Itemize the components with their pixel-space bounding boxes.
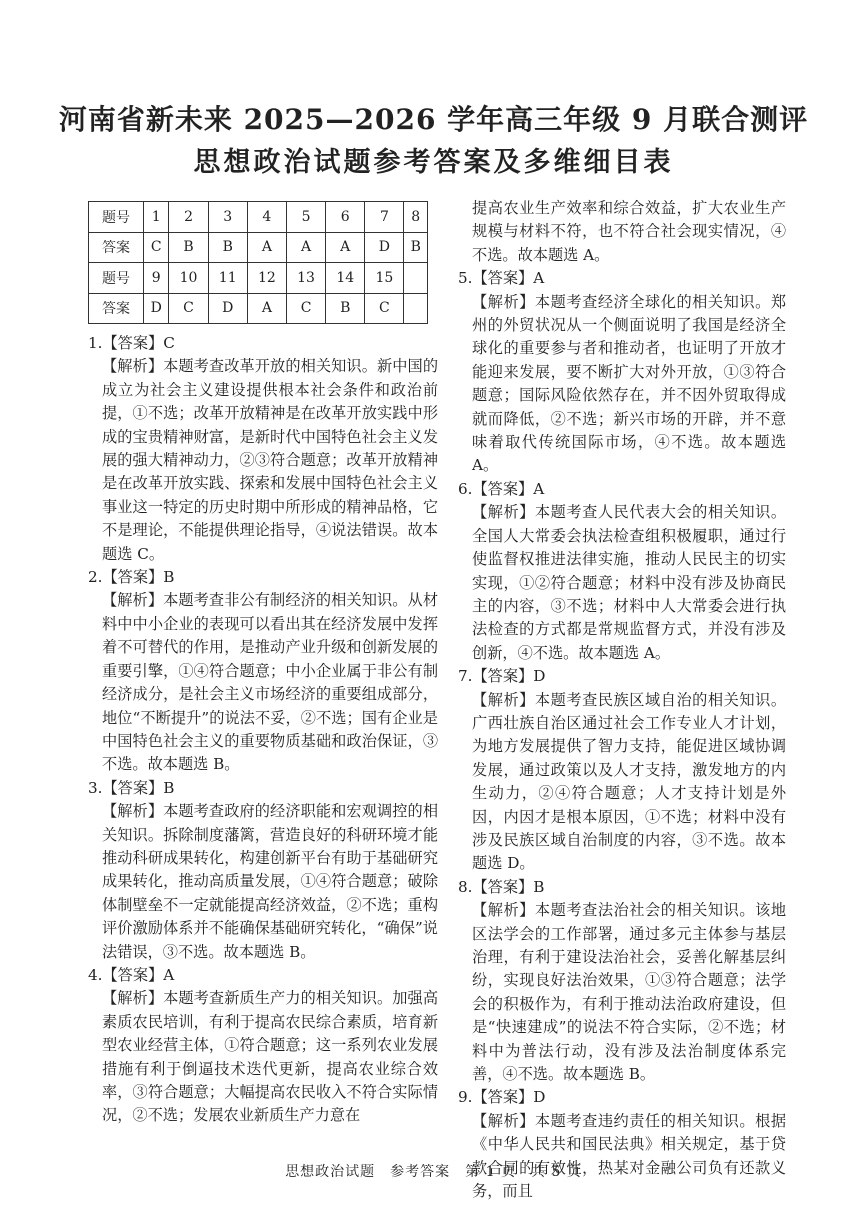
table-cell: C: [144, 232, 169, 263]
table-cell: B: [326, 293, 365, 324]
table-cell: [404, 263, 428, 294]
table-cell: B: [169, 232, 208, 263]
table-cell: 8: [404, 202, 428, 233]
analysis-text: 【解析】本题考查新质生产力的相关知识。加强高素质农民培训，有利于提高农民综合素质，培育新型农业经营主体，①符合题意；这一系列农业发展措施有利于倒逼技术迭代更新，提高农业综合效率，③符合题意；大幅提高农民收入不符合实际情况，②不选；发展农业新质生产力意在: [102, 989, 438, 1125]
table-cell: 13: [286, 263, 325, 294]
answer-label: 8.【答案】B: [458, 877, 545, 896]
table-cell: C: [169, 293, 208, 324]
answer-label: 1.【答案】C: [88, 334, 175, 352]
question-item: [458, 197, 786, 267]
table-cell: 14: [326, 263, 365, 294]
page-footer: 思想政治试题 参考答案 第 1 页 共 5 页: [285, 1164, 582, 1180]
table-cell: B: [208, 232, 247, 263]
table-row: [89, 202, 428, 233]
table-cell: C: [286, 293, 325, 324]
answer-label: 7.【答案】D: [458, 667, 546, 686]
table-cell: D: [365, 232, 404, 263]
question-item: [458, 478, 786, 665]
question-item: [88, 964, 438, 1128]
answer-label: 3.【答案】B: [88, 778, 175, 797]
right-column: [458, 197, 786, 1203]
table-cell: 1: [144, 202, 169, 233]
answer-label: 9.【答案】D: [458, 1088, 546, 1107]
analysis-text: 【解析】本题考查非公有制经济的相关知识。从材料中中小企业的表现可以看出其在经济发展中发挥着不可替代的作用，是推动产业升级和创新发展的重要引擎，①④符合题意；中小企业属于非公有制经济成分，是社会主义市场经济的重要组成部分，地位“不断提升”的说法不妥，②不选；国有企业是中国特色社会主义的重要物质基础和政治保证，③不选。故本题选 B。: [102, 591, 438, 774]
table-cell: 7: [365, 202, 404, 233]
table-cell: A: [326, 232, 365, 263]
table-cell: 题号: [89, 202, 144, 233]
table-cell: 答案: [89, 293, 144, 324]
question-item: [458, 267, 786, 478]
answer-label: 6.【答案】A: [458, 479, 545, 498]
answer-label: 5.【答案】A: [458, 269, 545, 288]
analysis-text: 【解析】本题考查改革开放的相关知识。新中国的成立为社会主义建设提供根本社会条件和政治前提，①不选；改革开放精神是在改革开放实践中形成的宝贵精神财富，是新时代中国特色社会主义发展的强大精神动力，②③符合题意；改革开放精神是在改革开放实践、探索和发展中国特色社会主义事业这一特定的历史时期中所形成的精神品格，它不是理论，不能提供理论指导，④说法错误。故本题选 C。: [102, 357, 438, 563]
analysis-text: 【解析】本题考查人民代表大会的相关知识。全国人大常委会执法检查组积极履职，通过行使监督权推进法律实施，推动人民民主的切实实现，①②符合题意；材料中没有涉及协商民主的内容，③不选；材料中人大常委会进行执法检查的方式都是常规监督方式，并没有涉及创新，④不选。故本题选 A。: [472, 503, 786, 662]
answer-table: [88, 201, 428, 324]
answer-label: 2.【答案】B: [88, 568, 175, 587]
analysis-text: 提高农业生产效率和综合效益，扩大农业生产规模与材料不符，也不符合社会现实情况，④不选。故本题选 A。: [472, 199, 786, 264]
table-cell: 4: [247, 202, 286, 233]
table-cell: [404, 293, 428, 324]
table-cell: 9: [144, 263, 169, 294]
question-item: [88, 777, 438, 964]
table-cell: A: [286, 232, 325, 263]
table-cell: 15: [365, 263, 404, 294]
table-cell: 题号: [89, 263, 144, 294]
table-cell: 5: [286, 202, 325, 233]
table-cell: B: [404, 232, 428, 263]
analysis-text: 【解析】本题考查经济全球化的相关知识。郑州的外贸状况从一个侧面说明了我国是经济全球化的重要参与者和推动者，也证明了开放才能迎来发展，要不断扩大对外开放，①③符合题意；国际风险依然存在，并不因外贸取得成就而降低，②不选；新兴市场的开辟，并不意味着取代传统国际市场，④不选。故本题选 A。: [472, 292, 786, 475]
table-row: [89, 232, 428, 263]
page-title-line2: 思想政治试题参考答案及多维细目表: [193, 147, 674, 178]
table-cell: 11: [208, 263, 247, 294]
table-cell: 3: [208, 202, 247, 233]
analysis-text: 【解析】本题考查政府的经济职能和宏观调控的相关知识。拆除制度藩篱，营造良好的科研环境才能推动科研成果转化，构建创新平台有助于基础研究成果转化，推动高质量发展，①④符合题意；破除体制壁垒不一定就能提高经济效益，②不选；重构评价激励体系并不能确保基础研究转化，“确保”说法错误，③不选。故本题选 B。: [102, 802, 438, 961]
table-cell: 6: [326, 202, 365, 233]
table-row: [89, 293, 428, 324]
question-item: [88, 332, 438, 566]
table-cell: D: [208, 293, 247, 324]
analysis-text: 【解析】本题考查违约责任的相关知识。根据《中华人民共和国民法典》相关规定，基于贷款合同的有效性，热某对金融公司负有还款义务，而且: [472, 1111, 786, 1201]
table-cell: A: [247, 232, 286, 263]
analysis-text: 【解析】本题考查民族区域自治的相关知识。广西壮族自治区通过社会工作专业人才计划，为地方发展提供了智力支持，能促进区域协调发展，通过政策以及人才支持，激发地方的内生动力，②④符合题意；人才支持计划是外因，内因才是根本原因，①不选；材料中没有涉及民族区域自治制度的内容，③不选。故本题选 D。: [472, 690, 786, 873]
table-cell: 答案: [89, 232, 144, 263]
table-row: [89, 263, 428, 294]
table-cell: D: [144, 293, 169, 324]
left-column: [88, 332, 438, 1128]
analysis-text: 【解析】本题考查法治社会的相关知识。该地区法学会的工作部署，通过多元主体参与基层治理，有利于建设法治社会，妥善化解基层纠纷，实现良好法治效果，①③符合题意；法学会的积极作为，有利于推动法治政府建设，但是“快速建成”的说法不符合实际，②不选；材料中为普法行动，没有涉及法治制度体系完善，④不选。故本题选 B。: [472, 901, 786, 1084]
question-item: [88, 566, 438, 777]
table-cell: 12: [247, 263, 286, 294]
table-cell: 2: [169, 202, 208, 233]
page-title-line1: 河南省新未来 2025—2026 学年高三年级 9 月联合测评: [58, 103, 809, 136]
table-cell: C: [365, 293, 404, 324]
question-item: [458, 876, 786, 1087]
table-cell: 10: [169, 263, 208, 294]
answer-label: 4.【答案】A: [88, 965, 175, 984]
question-item: [458, 665, 786, 876]
table-cell: A: [247, 293, 286, 324]
question-item: [458, 1086, 786, 1203]
